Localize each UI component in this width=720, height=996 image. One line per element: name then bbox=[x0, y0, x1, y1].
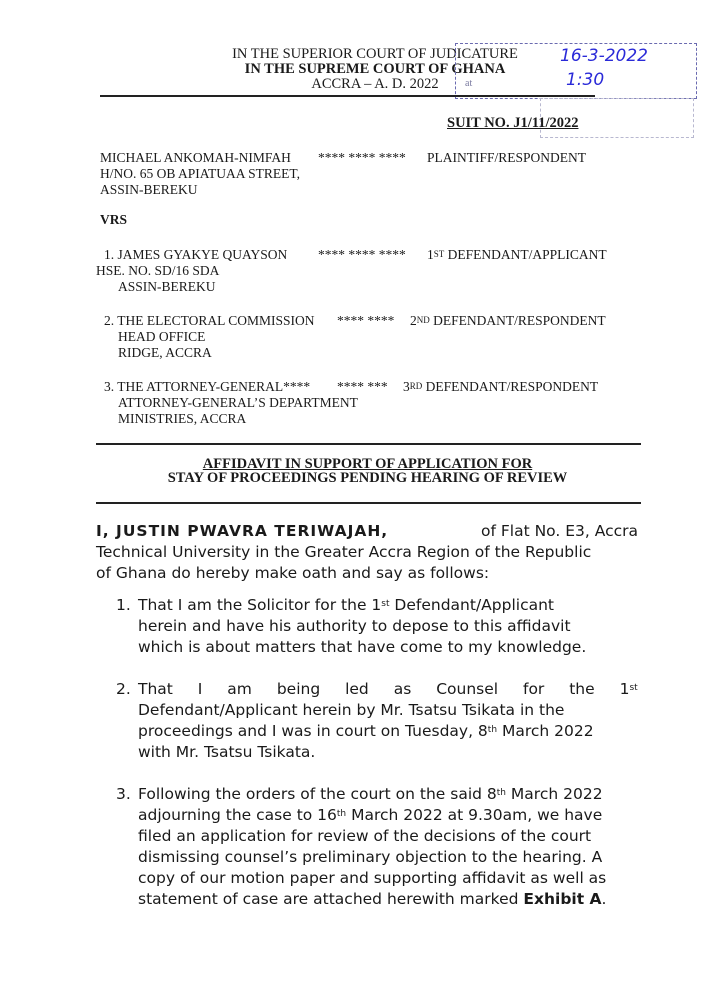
court-line-location: ACCRA – A. D. 2022 bbox=[311, 76, 439, 92]
defendant3-address-line2: MINISTRIES, ACCRA bbox=[118, 411, 247, 426]
defendant2-role: 2ND DEFENDANT/RESPONDENT bbox=[410, 313, 606, 328]
para3-line-4: dismissing counsel’s preliminary objection to the hearing. A bbox=[138, 848, 603, 866]
para1-line-2: herein and have his authority to depose to this affidavit bbox=[138, 617, 571, 635]
court-line-superior: IN THE SUPERIOR COURT OF JUDICATURE bbox=[232, 46, 518, 62]
para1-number: 1. bbox=[116, 596, 131, 614]
para2-line-2: Defendant/Applicant herein by Mr. Tsatsu Tsikata in the bbox=[138, 701, 565, 719]
plaintiff-name: MICHAEL ANKOMAH-NIMFAH bbox=[100, 150, 291, 165]
suit-number: SUIT NO. J1/11/2022 bbox=[447, 115, 579, 131]
header-rule bbox=[100, 95, 595, 97]
stamp-date: 16-3-2022 bbox=[560, 46, 648, 66]
court-line-supreme: IN THE SUPREME COURT OF GHANA bbox=[244, 61, 506, 77]
defendant3-stars: **** *** bbox=[337, 379, 388, 394]
defendant1-name: 1. JAMES GYAKYE QUAYSON bbox=[104, 247, 288, 262]
para3-line-6: statement of case are attached herewith marked Exhibit A. bbox=[138, 890, 607, 908]
title-rule-top bbox=[96, 443, 641, 445]
para3-number: 3. bbox=[116, 785, 131, 803]
defendant1-address-line1: HSE. NO. SD/16 SDA bbox=[96, 263, 220, 278]
exhibit-a-label: Exhibit A bbox=[523, 890, 602, 908]
deponent-name: I, JUSTIN PWAVRA TERIWAJAH, bbox=[96, 522, 389, 540]
plaintiff-role: PLAINTIFF/RESPONDENT bbox=[427, 150, 587, 165]
defendant2-address-line2: RIDGE, ACCRA bbox=[118, 345, 212, 360]
para1-line-1: That I am the Solicitor for the 1st Defendant/Applicant bbox=[138, 596, 554, 614]
intro-line-1: I, JUSTIN PWAVRA TERIWAJAH, of Flat No. E3, Accra bbox=[96, 522, 638, 540]
defendant1-role: 1ST DEFENDANT/APPLICANT bbox=[427, 247, 607, 262]
affidavit-title-line2: STAY OF PROCEEDINGS PENDING HEARING OF REVIEW bbox=[167, 470, 568, 486]
para3-line-2: adjourning the case to 16th March 2022 at 9.30am, we have bbox=[138, 806, 603, 824]
defendant1-address-line2: ASSIN-BEREKU bbox=[118, 279, 216, 294]
defendant3-name: 3. THE ATTORNEY-GENERAL**** bbox=[104, 379, 311, 394]
para2-line-3: proceedings and I was in court on Tuesday, 8th March 2022 bbox=[138, 722, 594, 740]
stamp-time: 1:30 bbox=[566, 70, 605, 90]
affidavit-title-line1: AFFIDAVIT IN SUPPORT OF APPLICATION FOR bbox=[202, 456, 533, 472]
title-rule-bottom bbox=[96, 502, 641, 504]
para3-line-1: Following the orders of the court on the said 8th March 2022 bbox=[138, 785, 603, 803]
defendant2-address-line1: HEAD OFFICE bbox=[118, 329, 206, 344]
para1-line-3: which is about matters that have come to my knowledge. bbox=[138, 638, 587, 656]
para2-line-1: That I am being led as Counsel for the 1st bbox=[138, 680, 638, 698]
defendant1-stars: **** **** **** bbox=[318, 247, 406, 262]
plaintiff-stars: **** **** **** bbox=[318, 150, 406, 165]
intro-line-2: Technical University in the Greater Accra Region of the Republic bbox=[96, 543, 592, 561]
plaintiff-address-line1: H/NO. 65 OB APIATUAA STREET, bbox=[100, 166, 301, 181]
versus-label: VRS bbox=[100, 212, 128, 227]
stamp-at-label: at bbox=[465, 78, 473, 89]
para2-line-4: with Mr. Tsatsu Tsikata. bbox=[138, 743, 316, 761]
para3-line-3: filed an application for review of the decisions of the court bbox=[138, 827, 592, 845]
intro-line-3: of Ghana do hereby make oath and say as follows: bbox=[96, 564, 490, 582]
para3-line-5: copy of our motion paper and supporting affidavit as well as bbox=[138, 869, 607, 887]
defendant3-address-line1: ATTORNEY-GENERAL’S DEPARTMENT bbox=[118, 395, 358, 410]
defendant2-stars: **** **** bbox=[337, 313, 395, 328]
defendant3-role: 3RD DEFENDANT/RESPONDENT bbox=[403, 379, 599, 394]
para2-number: 2. bbox=[116, 680, 131, 698]
plaintiff-address-line2: ASSIN-BEREKU bbox=[100, 182, 198, 197]
defendant2-name: 2. THE ELECTORAL COMMISSION bbox=[104, 313, 315, 328]
